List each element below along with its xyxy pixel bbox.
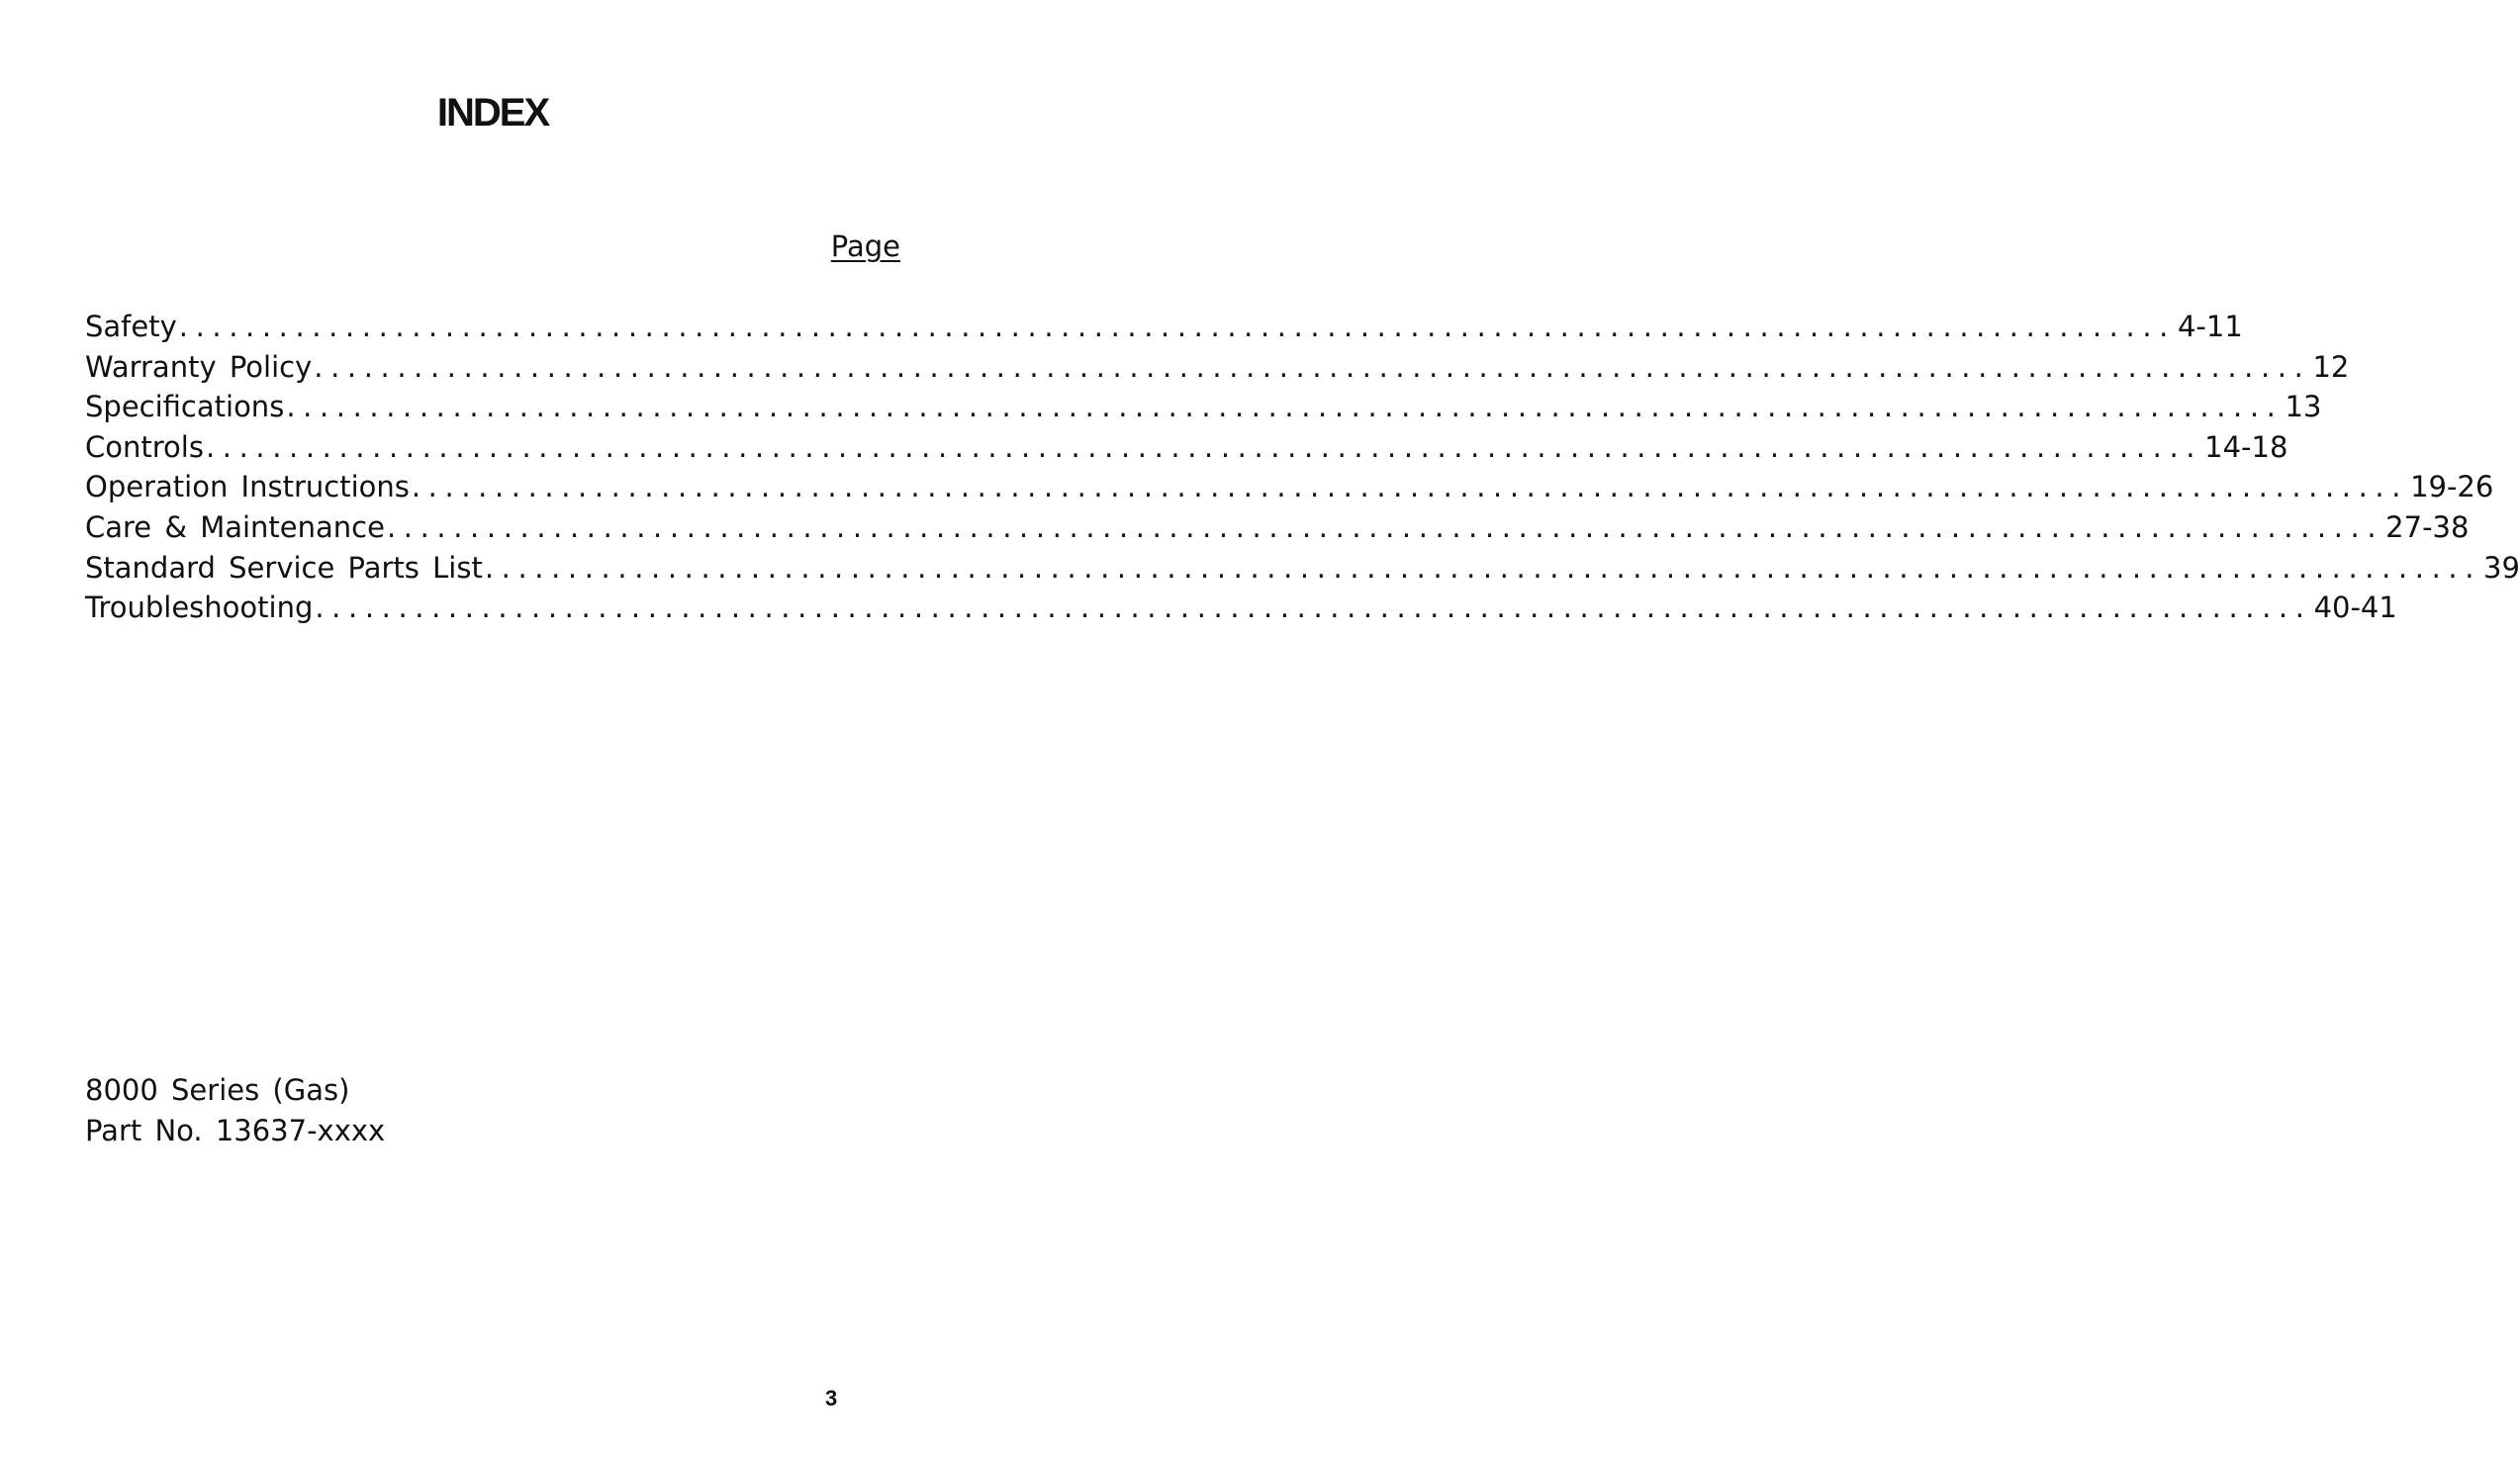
page-column-heading: Page <box>830 229 900 263</box>
dot-leader: ........................................................................................................................ <box>205 429 2203 464</box>
dot-leader: ........................................................................................................................ <box>386 509 2384 544</box>
dot-leader: ........................................................................................................................ <box>286 390 2284 424</box>
index-entry-controls[interactable] <box>85 429 2288 471</box>
index-entry-page: 12 <box>2312 349 2350 384</box>
dot-leader: ........................................................................................................................ <box>411 470 2409 504</box>
page-title: INDEX <box>436 91 549 135</box>
dot-leader: ........................................................................................................................ <box>314 349 2311 384</box>
index-entry-troubleshooting[interactable] <box>85 591 2397 631</box>
page-number: 3 <box>825 1386 838 1411</box>
index-entry-page: 39 <box>2483 550 2520 585</box>
model-info <box>85 1070 385 1151</box>
index-entry-safety[interactable] <box>85 310 2243 350</box>
index-entry-care-maintenance[interactable] <box>85 509 2470 551</box>
index-entry-page: 4-11 <box>2177 310 2243 343</box>
index-entry-label: Troubleshooting <box>85 591 314 625</box>
index-entry-label: Controls <box>85 429 204 464</box>
index-entry-operation-instructions[interactable] <box>85 470 2494 510</box>
index-entry-page: 19-26 <box>2410 470 2494 504</box>
index-entry-page: 13 <box>2285 390 2322 424</box>
dot-leader: ........................................................................................................................ <box>178 310 2176 343</box>
index-entry-warranty-policy[interactable] <box>85 349 2350 391</box>
index-entry-label: Specifications <box>85 390 285 424</box>
dot-leader: ........................................................................................................................ <box>315 591 2312 625</box>
index-list <box>85 310 2520 631</box>
index-entry-page: 14-18 <box>2204 429 2288 464</box>
index-entry-label: Safety <box>85 310 177 343</box>
dot-leader: ........................................................................................................................ <box>484 550 2482 585</box>
index-entry-label: Standard Service Parts List <box>85 550 483 585</box>
index-entry-page: 40-41 <box>2313 591 2397 625</box>
part-number: Part No. 13637-xxxx <box>85 1114 386 1147</box>
index-entry-page: 27-38 <box>2385 509 2470 544</box>
index-entry-label: Warranty Policy <box>85 349 313 384</box>
index-entry-label: Operation Instructions <box>85 470 410 504</box>
model-series: 8000 Series (Gas) <box>85 1073 350 1107</box>
index-entry-label: Care & Maintenance <box>85 509 385 544</box>
index-entry-standard-service-parts-list[interactable] <box>85 550 2520 592</box>
index-entry-specifications[interactable] <box>85 390 2322 430</box>
